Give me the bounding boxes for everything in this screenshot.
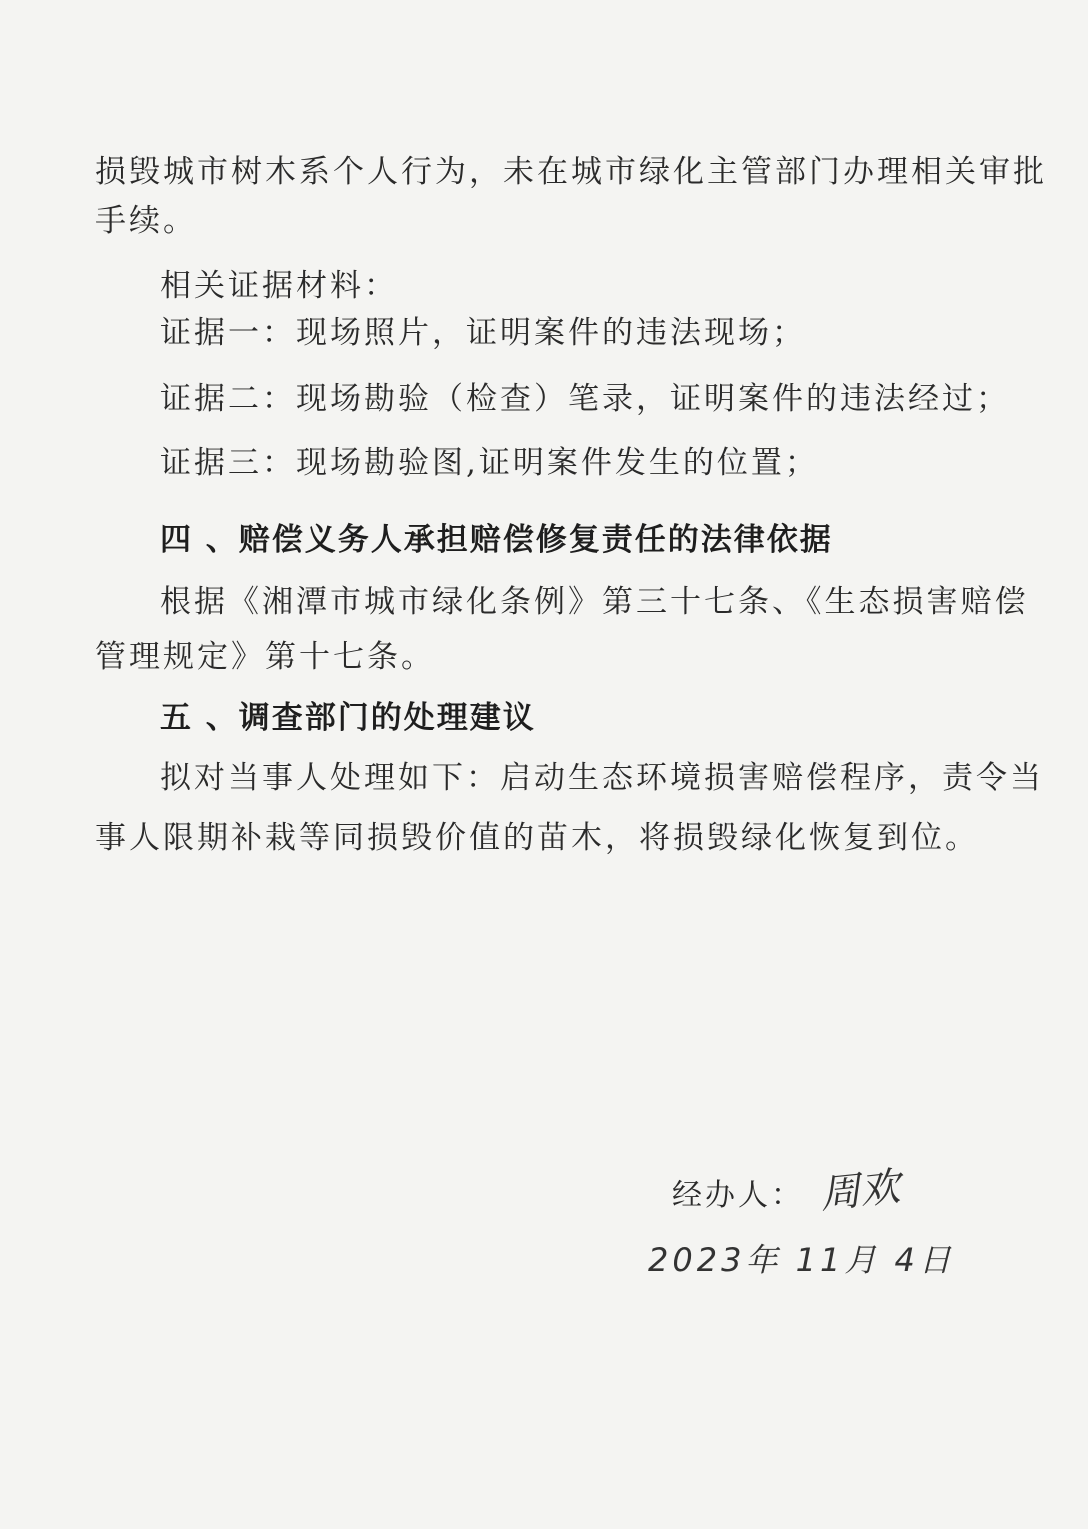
handwritten-date: 2023年 11月 4日 bbox=[648, 1241, 955, 1279]
section-5-line: 事人限期补栽等同损毁价值的苗木，将损毁绿化恢复到位。 bbox=[95, 820, 979, 856]
evidence-item-3: 证据三：现场勘验图,证明案件发生的位置； bbox=[160, 445, 819, 481]
handler-label: 经办人： bbox=[672, 1178, 804, 1213]
section-4-heading: 四 、赔偿义务人承担赔偿修复责任的法律依据 bbox=[160, 522, 833, 558]
handler-signature: 周欢 bbox=[817, 1163, 903, 1219]
evidence-item-2: 证据二：现场勘验（检查）笔录，证明案件的违法经过； bbox=[160, 381, 1010, 417]
evidence-item-1: 证据一：现场照片，证明案件的违法现场； bbox=[160, 315, 806, 351]
section-5-heading: 五 、调查部门的处理建议 bbox=[160, 700, 536, 736]
paragraph-line: 损毁城市树木系个人行为，未在城市绿化主管部门办理相关审批 bbox=[95, 154, 1047, 190]
section-4-line: 根据《湘潭市城市绿化条例》第三十七条、《生态损害赔偿 bbox=[160, 584, 1029, 620]
section-5-line: 拟对当事人处理如下：启动生态环境损害赔偿程序，责令当 bbox=[160, 760, 1044, 796]
paragraph-line: 手续。 bbox=[95, 203, 197, 239]
section-4-line: 管理规定》第十七条。 bbox=[95, 639, 435, 675]
evidence-title: 相关证据材料： bbox=[160, 268, 398, 304]
